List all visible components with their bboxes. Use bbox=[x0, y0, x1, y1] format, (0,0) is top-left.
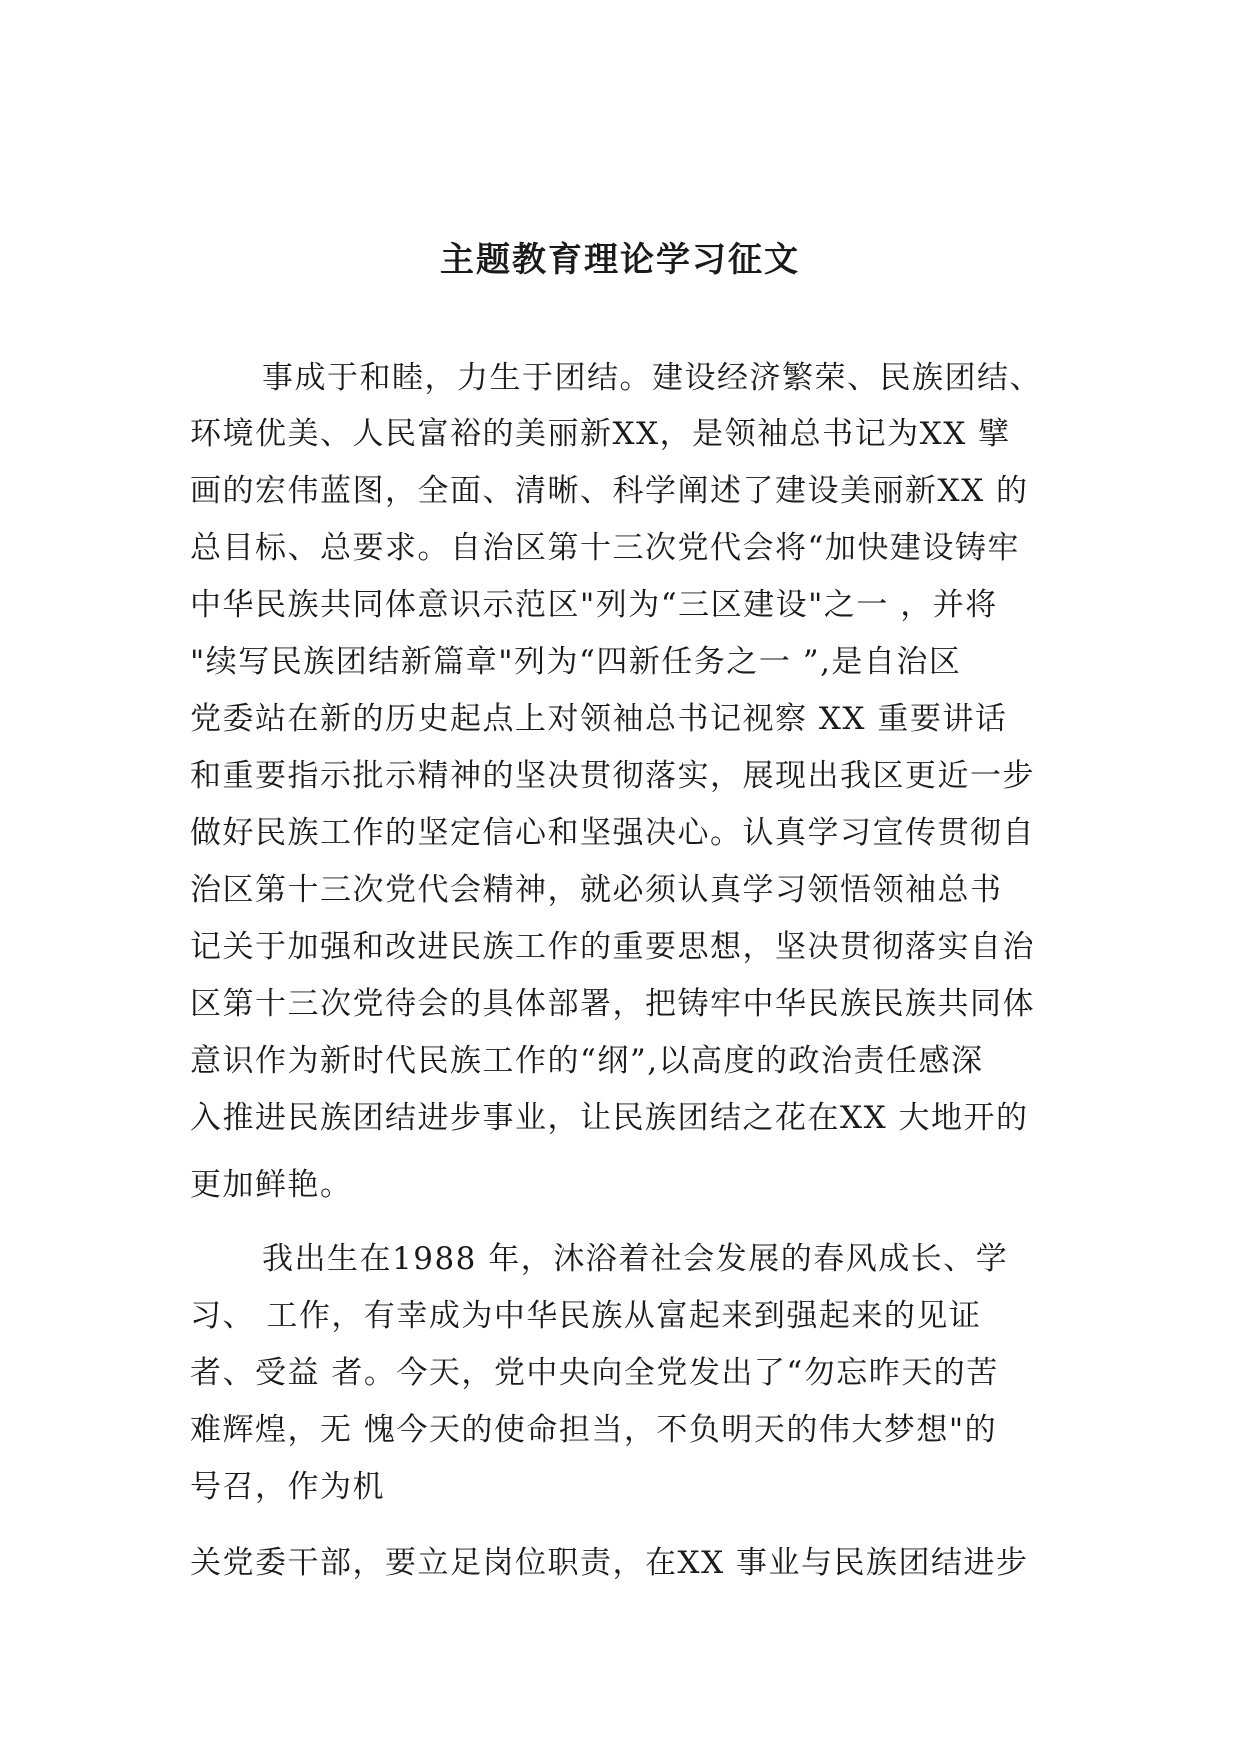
paragraph-2-line: 我出生在1988 年，沐浴着社会发展的春风成长、学 bbox=[262, 1241, 1009, 1277]
paragraph-1-line: 中华民族共同体意识示范区"列为“三区建设"之一 ，并将 bbox=[190, 587, 998, 623]
paragraph-1-line: 做好民族工作的坚定信心和坚强决心。认真学习宣传贯彻自 bbox=[190, 815, 1035, 851]
paragraph-1-line: 更加鲜艳。 bbox=[190, 1167, 353, 1203]
paragraph-1-line: 和重要指示批示精神的坚决贯彻落实，展现出我区更近一步 bbox=[190, 758, 1035, 794]
paragraph-1-line: 入推进民族团结进步事业，让民族团结之花在XX 大地开的 bbox=[190, 1100, 1029, 1136]
paragraph-2-line: 习、 工作，有幸成为中华民族从富起来到强起来的见证 bbox=[190, 1298, 982, 1334]
paragraph-2-line: 者、受益 者。今天，党中央向全党发出了“勿忘昨天的苦 bbox=[190, 1355, 999, 1391]
paragraph-2-line: 难辉煌，无 愧今天的使命担当，不负明天的伟大梦想"的 bbox=[190, 1412, 998, 1448]
paragraph-1-line: 意识作为新时代民族工作的“纲”,以高度的政治责任感深 bbox=[190, 1043, 984, 1079]
paragraph-1-line: 记关于加强和改进民族工作的重要思想，坚决贯彻落实自治 bbox=[190, 929, 1035, 965]
paragraph-1-line: 区第十三次党待会的具体部署，把铸牢中华民族民族共同体 bbox=[190, 986, 1035, 1022]
paragraph-1-line: 治区第十三次党代会精神，就必须认真学习领悟领袖总书 bbox=[190, 872, 1003, 908]
paragraph-1-line: 事成于和睦，力生于团结。建设经济繁荣、民族团结、 bbox=[262, 360, 1042, 396]
paragraph-2-line: 号召，作为机 bbox=[190, 1469, 385, 1505]
document-title: 主题教育理论学习征文 bbox=[440, 240, 800, 280]
paragraph-1-line: 总目标、总要求。自治区第十三次党代会将“加快建设铸牢 bbox=[190, 530, 1020, 566]
paragraph-1-line: 环境优美、人民富裕的美丽新XX，是领袖总书记为XX 擘 bbox=[190, 416, 1011, 452]
paragraph-1-line: "续写民族团结新篇章"列为“四新任务之一 ”,是自治区 bbox=[190, 644, 962, 680]
paragraph-1-line: 画的宏伟蓝图，全面、清晰、科学阐述了建设美丽新XX 的 bbox=[190, 473, 1029, 509]
paragraph-1-line: 党委站在新的历史起点上对领袖总书记视察 XX 重要讲话 bbox=[190, 701, 1008, 737]
paragraph-2-line: 关党委干部，要立足岗位职责，在XX 事业与民族团结进步 bbox=[190, 1545, 1029, 1581]
